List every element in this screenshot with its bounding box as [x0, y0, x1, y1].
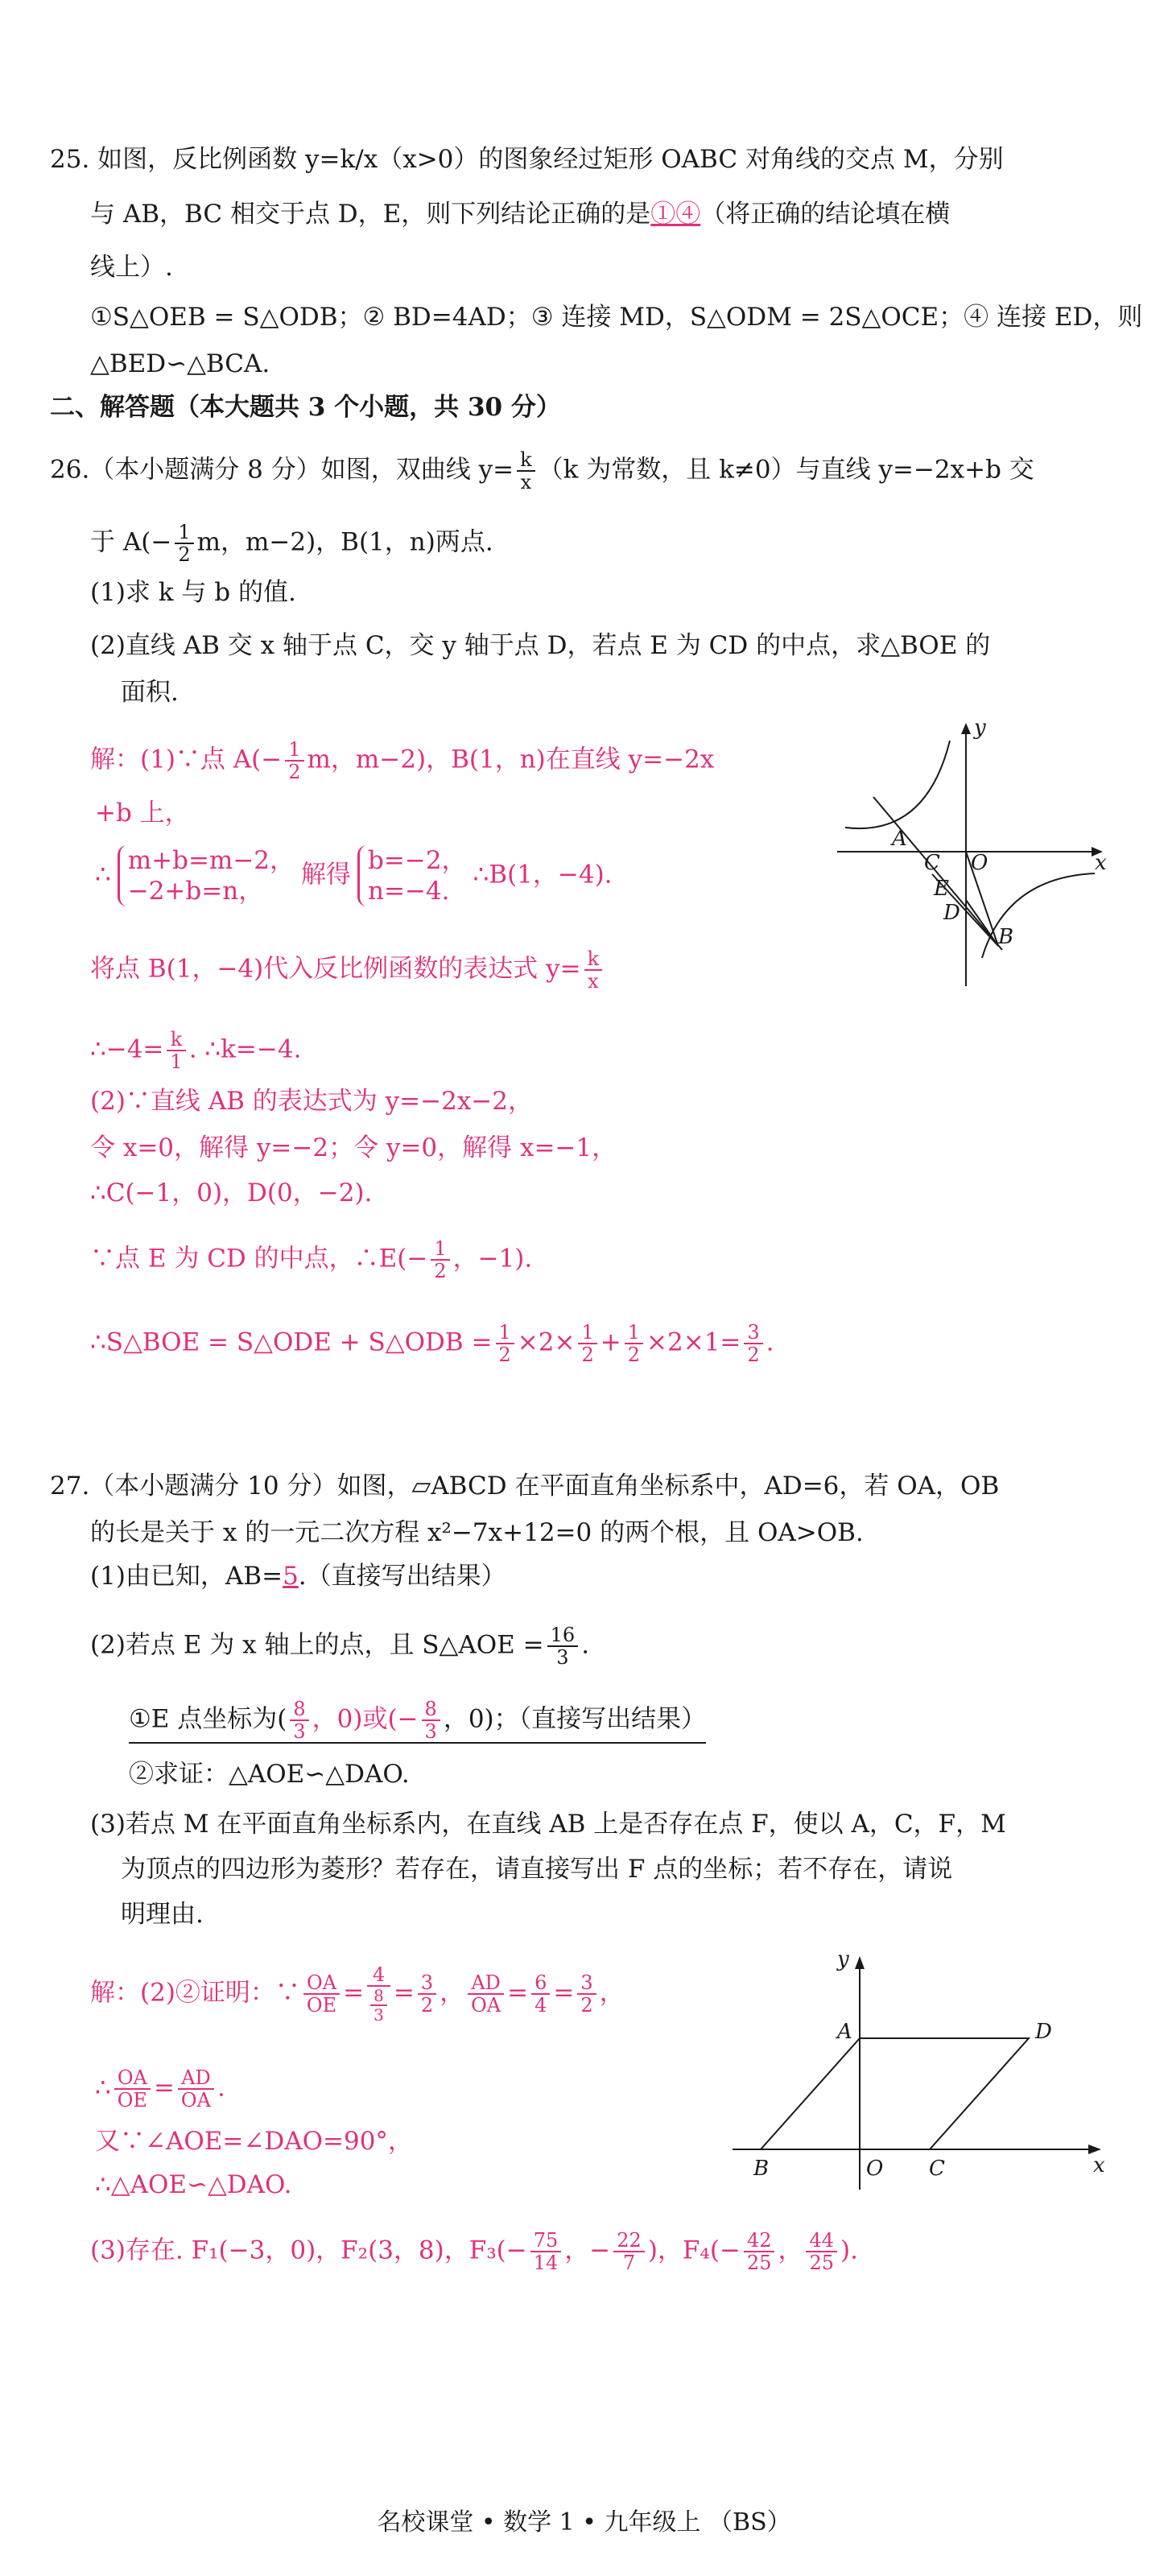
q27-part-1: [90, 1560, 506, 1592]
q27-p1a: (1)由已知，AB=: [90, 1562, 283, 1591]
q27-line-2: 的长是关于 x 的一元二次方程 x²−7x+12=0 的两个根，且 OA>OB.: [90, 1518, 864, 1547]
q26-line-2a: 于 A(−: [90, 527, 172, 557]
frac-half-b: $\frac{1}{2}$: [578, 1322, 596, 1365]
q27-parallelogram-figure: [724, 1948, 1111, 2198]
frac-4-over-8-3: $\frac{4}{\frac{8}{3}}$: [367, 1964, 390, 2024]
q27-solution-3: 又∵∠AOE=∠DAO=90°，: [95, 2127, 413, 2156]
q26-solution-8: ∴C(−1，0)，D(0，−2).: [90, 1179, 373, 1208]
q26-part-2b: 面积.: [121, 678, 179, 707]
frac-half-s9: $\frac{1}{2}$: [431, 1238, 449, 1282]
label-d: D: [1035, 2020, 1052, 2044]
q26-solution-9: [90, 1238, 532, 1282]
q27-p2b: .: [581, 1630, 590, 1660]
q26-solution-10: ∴S△BOE = S△ODE + S△ODB = $\frac{1}{2}$ ×2× $\frac{1}{2}$ + $\frac{1}{2}$ ×2×1= $\frac{3}{2}$ .: [90, 1321, 774, 1366]
q27-p2a: (2)若点 E 为 x 轴上的点，且 S△AOE =: [90, 1630, 544, 1660]
frac-half-s1: $\frac{1}{2}$: [285, 739, 303, 782]
y-axis-arrow: [961, 723, 971, 734]
q27-p2i-b: ，0)或(−: [312, 1704, 419, 1734]
therefore-sign: ∴: [95, 860, 111, 890]
label-y: y: [974, 716, 986, 740]
frac-k-x-s4: $\frac{k}{x}$: [584, 948, 603, 992]
q26-solution-6: (2)∵直线 AB 的表达式为 y=−2x−2，: [90, 1087, 534, 1116]
q26-s10a: ∴S△BOE = S△ODE + S△ODB =: [90, 1327, 493, 1357]
q26-s10b: ×2×: [517, 1327, 576, 1357]
label-b: B: [753, 2157, 770, 2181]
q26-s5b: . ∴k=−4.: [188, 1034, 302, 1064]
q27-part-3c: 明理由.: [121, 1900, 204, 1929]
frac-k-x: $\frac{k}{x}$: [517, 449, 535, 493]
q26-s9a: ∵点 E 为 CD 的中点，∴E(−: [90, 1244, 428, 1274]
q26-solution-1: [90, 739, 714, 782]
frac-three-half: $\frac{3}{2}$: [744, 1322, 762, 1365]
q26-s4: 将点 B(1，−4)代入反比例函数的表达式 y=: [90, 954, 581, 984]
q26-s10c: +: [600, 1327, 621, 1357]
q25-answer: ①④: [650, 200, 701, 229]
frac-22-7: $\frac{22}{7}$: [613, 2230, 645, 2273]
frac-ad-oa-2: $\frac{AD}{OA}$: [178, 2067, 214, 2111]
q27-solution-5: (3)存在. F₁(−3，0)，F₂(3，8)，F₃(− $\frac{75}{14}$ ，− $\frac{22}{7}$ )，F₄(− $\frac{42}{25}$ ， $\frac{44}{25}$ ).: [90, 2229, 858, 2274]
q26-solve-word: 解得: [301, 860, 352, 890]
q25-line-2b: （将正确的结论填在横: [700, 200, 951, 229]
q26-line-1a: 26.（本小题满分 8 分）如图，双曲线 y=: [50, 455, 514, 485]
q27-p2i-c: ，0)；（直接写出结果）: [443, 1704, 707, 1734]
q26-s10d: ×2×1=: [646, 1327, 741, 1357]
q27-part-2: [90, 1624, 589, 1668]
q27-part-2-i: [129, 1699, 706, 1744]
frac-44-25: $\frac{44}{25}$: [806, 2230, 837, 2273]
q26-solution-7: 令 x=0，解得 y=−2；令 y=0，解得 x=−1，: [90, 1133, 617, 1162]
frac-75-14: $\frac{75}{14}$: [530, 2230, 562, 2273]
label-x: x: [1093, 2153, 1105, 2178]
q25-line-1: 25. 如图，反比例函数 y=k/x（x>0）的图象经过矩形 OABC 对角线的交点 M，分别: [50, 145, 1004, 174]
label-c: C: [924, 851, 940, 875]
q25-line-4: ①S△OEB = S△ODB；② BD=4AD；③ 连接 MD，S△ODM = 2S△OCE；④ 连接 ED，则: [90, 303, 1143, 332]
q26-solution-5: [90, 1029, 301, 1072]
q26-part-1: (1)求 k 与 b 的值.: [90, 578, 296, 607]
frac-half: $\frac{1}{2}$: [175, 522, 193, 565]
label-a: A: [837, 2020, 852, 2044]
q26-s9b: ，−1).: [452, 1244, 533, 1274]
equation-system-1: m+b=m−2， −2+b=n，: [118, 845, 295, 906]
q25-line-2: [90, 198, 950, 230]
frac-half-a: $\frac{1}{2}$: [496, 1322, 514, 1365]
q26-s5a: ∴−4=: [90, 1034, 164, 1064]
frac-oa-oe-2: $\frac{OA}{OE}$: [114, 2067, 151, 2111]
q25-line-2a: 与 AB，BC 相交于点 D，E，则下列结论正确的是: [90, 200, 651, 229]
q26-line-2b: m，m−2)，B(1，n)两点.: [196, 527, 493, 557]
label-x: x: [1095, 851, 1107, 875]
q26-part-2: (2)直线 AB 交 x 轴于点 C，交 y 轴于点 D，若点 E 为 CD 的中点，求△BOE 的: [90, 631, 991, 660]
q26-line-1b: （k 为常数，且 k≠0）与直线 y=−2x+b 交: [538, 455, 1034, 485]
q27-solution-2: ∴ $\frac{OA}{OE}$ = $\frac{AD}{OA}$ .: [95, 2066, 225, 2112]
page-footer: 名校课堂 • 数学 1 • 九年级上 （BS）: [377, 2508, 791, 2537]
y-axis-arrow: [855, 1956, 865, 1969]
label-o: O: [866, 2157, 884, 2181]
frac-half-c: $\frac{1}{2}$: [625, 1322, 643, 1365]
hyperbola-branch-left: [845, 741, 950, 828]
q25-line-3: 线上）.: [90, 253, 173, 282]
frac-8-3-b: $\frac{8}{3}$: [422, 1699, 440, 1742]
q26-solution-3: [95, 845, 613, 906]
q27-p1b: .（直接写出结果）: [298, 1562, 506, 1591]
frac-k-1: $\frac{k}{1}$: [167, 1029, 185, 1072]
label-a: A: [892, 827, 907, 851]
equation-system-2: b=−2， n=−4.: [357, 845, 467, 906]
frac-3-2-a: $\frac{3}{2}$: [418, 1972, 436, 2016]
q27-p2i-a: ①E 点坐标为(: [129, 1704, 287, 1734]
parallelogram-abcd: [761, 2038, 1029, 2149]
q26-graph-figure: [829, 716, 1111, 990]
segment-db: [966, 900, 998, 946]
q27-solution-1: 解：(2)②证明：∵ $\frac{OA}{OE}$ = $\frac{4}{\frac{8}{3}}$ = $\frac{3}{2}$ ， $\frac{AD}{OA}$ = $\frac{6}{4}$ = $\frac{3}{2}$ ，: [90, 1963, 625, 2025]
q26-s1b: m，m−2)，B(1，n)在直线 y=−2x: [307, 745, 715, 774]
frac-6-4: $\frac{6}{4}$: [531, 1972, 550, 2016]
frac-16-3: $\frac{16}{3}$: [547, 1624, 579, 1668]
frac-ad-oa: $\frac{AD}{OA}$: [468, 1972, 504, 2016]
q26-solution-2: +b 上，: [95, 799, 190, 828]
label-o: O: [971, 851, 988, 875]
q27-p1-answer: 5: [283, 1562, 299, 1591]
q27-s1a: 解：(2)②证明：∵: [90, 1978, 300, 2008]
frac-oa-oe: $\frac{OA}{OE}$: [303, 1972, 340, 2016]
q27-solution-4: ∴△AOE∽△DAO.: [95, 2170, 292, 2199]
q26-line-1: [50, 449, 1034, 493]
section-2-title: 二、解答题（本大题共 3 个小题，共 30 分）: [50, 393, 561, 422]
label-e: E: [934, 877, 949, 901]
q27-part-3a: (3)若点 M 在平面直角坐标系内，在直线 AB 上是否存在点 F，使以 A，C，F，M: [90, 1810, 1006, 1839]
q25-line-5: △BED∽△BCA.: [90, 349, 270, 378]
frac-3-2-b: $\frac{3}{2}$: [577, 1972, 596, 2016]
q27-part-3b: 为顶点的四边形为菱形？若存在，请直接写出 F 点的坐标；若不存在，请说: [121, 1855, 953, 1884]
q26-line-2: [90, 522, 493, 565]
label-y: y: [837, 1948, 849, 1971]
frac-8-3-a: $\frac{8}{3}$: [290, 1699, 308, 1742]
label-c: C: [929, 2157, 945, 2181]
q27-part-2-ii: ②求证：△AOE∽△DAO.: [129, 1760, 410, 1789]
q26-s3-tail: ∴B(1，−4).: [473, 860, 613, 890]
q26-solution-4: [90, 948, 605, 992]
frac-42-25: $\frac{42}{25}$: [744, 2230, 775, 2273]
label-d: D: [943, 901, 960, 925]
q26-s1a: 解：(1)∵点 A(−: [90, 745, 283, 774]
label-b: B: [998, 925, 1014, 949]
q27-line-1: 27.（本小题满分 10 分）如图，▱ABCD 在平面直角坐标系中，AD=6，若 OA，OB: [50, 1472, 1000, 1501]
